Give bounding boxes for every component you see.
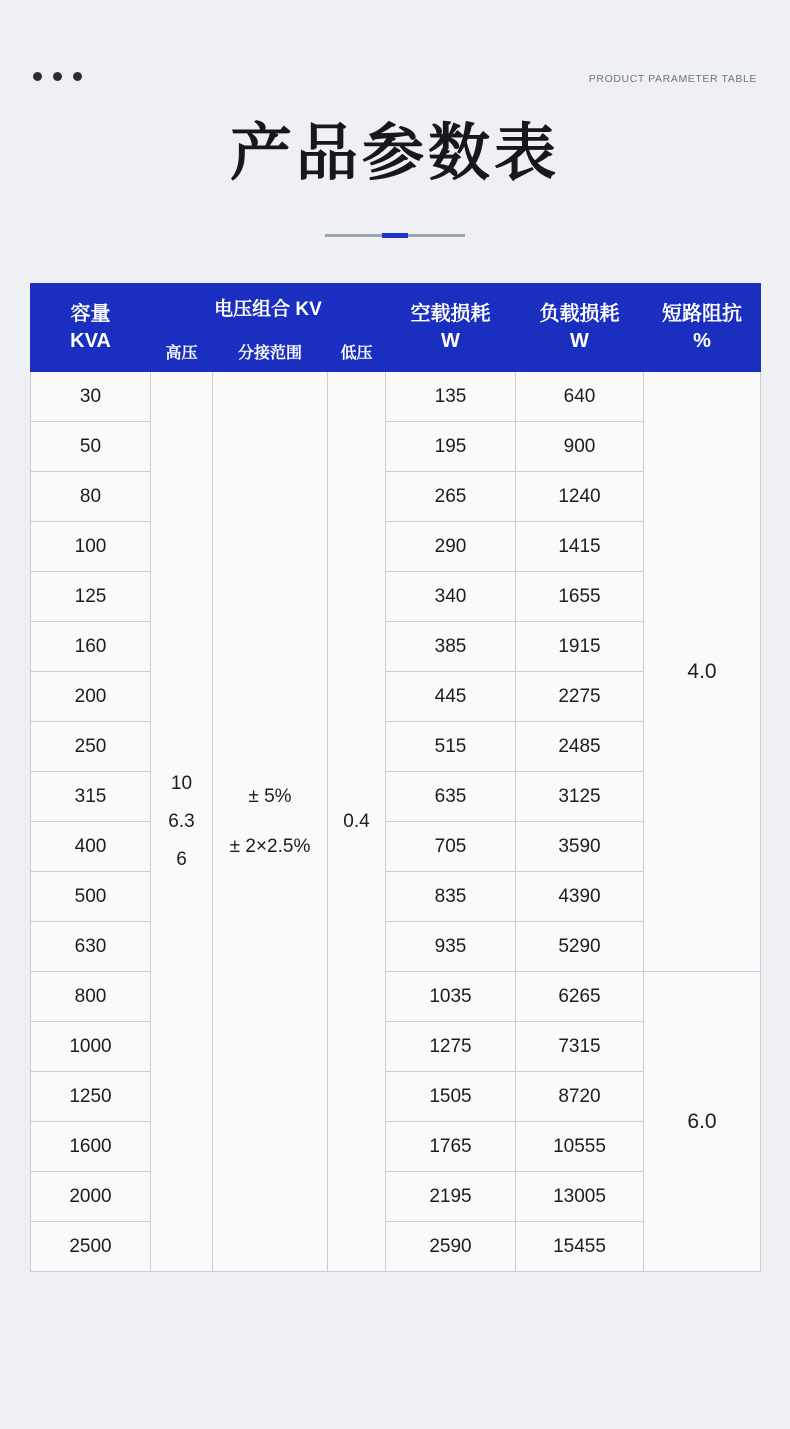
cell-load-loss: 5290 [516, 922, 644, 972]
impedance-line1: 短路阻抗 [662, 302, 742, 325]
cell-load-loss: 2485 [516, 722, 644, 772]
cell-capacity: 800 [31, 972, 151, 1022]
cell-capacity: 160 [31, 622, 151, 672]
tap-range-value: ± 2×2.5% [229, 835, 311, 857]
cell-capacity: 250 [31, 722, 151, 772]
cell-load-loss: 15455 [516, 1222, 644, 1272]
table-header-row-1 [31, 284, 761, 332]
col-header-low-voltage: 低压 [328, 332, 386, 372]
cell-capacity: 2500 [31, 1222, 151, 1272]
table-row [31, 972, 761, 1022]
cell-load-loss: 3125 [516, 772, 644, 822]
cell-load-loss: 6265 [516, 972, 644, 1022]
dot-icon [33, 72, 42, 81]
cell-no-load-loss: 340 [386, 572, 516, 622]
cell-no-load-loss: 265 [386, 472, 516, 522]
parameter-table-container [30, 283, 760, 1272]
capacity-label-line1: 容量 [70, 302, 111, 325]
cell-no-load-loss: 705 [386, 822, 516, 872]
cell-load-loss: 1655 [516, 572, 644, 622]
dots-decoration [33, 72, 82, 81]
no-load-loss-line2: W [441, 329, 460, 352]
cell-no-load-loss: 445 [386, 672, 516, 722]
cell-impedance-6: 6.0 [644, 972, 761, 1272]
cell-capacity: 400 [31, 822, 151, 872]
cell-load-loss: 1915 [516, 622, 644, 672]
cell-low-voltage: 0.4 [328, 372, 386, 1272]
cell-no-load-loss: 1505 [386, 1072, 516, 1122]
cell-tap-range [213, 372, 328, 1272]
col-header-load-loss [516, 284, 644, 372]
dot-icon [73, 72, 82, 81]
impedance-line2: % [693, 329, 711, 352]
cell-capacity: 100 [31, 522, 151, 572]
cell-capacity: 80 [31, 472, 151, 522]
col-header-capacity [31, 284, 151, 372]
col-header-impedance [644, 284, 761, 372]
table-body [31, 372, 761, 1272]
cell-load-loss: 8720 [516, 1072, 644, 1122]
load-loss-line2: W [570, 329, 589, 352]
cell-capacity: 500 [31, 872, 151, 922]
cell-no-load-loss: 935 [386, 922, 516, 972]
cell-load-loss: 13005 [516, 1172, 644, 1222]
cell-capacity: 1000 [31, 1022, 151, 1072]
tap-range-spacer [214, 816, 326, 828]
cell-no-load-loss: 1765 [386, 1122, 516, 1172]
cell-impedance-4: 4.0 [644, 372, 761, 972]
table-row [31, 372, 761, 422]
tap-range-value: ± 5% [248, 785, 292, 807]
cell-no-load-loss: 635 [386, 772, 516, 822]
page-header [0, 60, 790, 100]
col-header-tap-range: 分接范围 [213, 332, 328, 372]
dot-icon [53, 72, 62, 81]
cell-load-loss: 7315 [516, 1022, 644, 1072]
title-divider [325, 234, 465, 237]
cell-no-load-loss: 195 [386, 422, 516, 472]
col-header-voltage-group: 电压组合 KV [151, 284, 386, 332]
cell-no-load-loss: 290 [386, 522, 516, 572]
cell-load-loss: 3590 [516, 822, 644, 872]
cell-no-load-loss: 135 [386, 372, 516, 422]
cell-load-loss: 640 [516, 372, 644, 422]
table-head [31, 284, 761, 372]
cell-no-load-loss: 835 [386, 872, 516, 922]
cell-capacity: 630 [31, 922, 151, 972]
no-load-loss-line1: 空载损耗 [410, 302, 491, 325]
load-loss-line1: 负载损耗 [539, 302, 620, 325]
cell-capacity: 50 [31, 422, 151, 472]
cell-no-load-loss: 2195 [386, 1172, 516, 1222]
cell-capacity: 315 [31, 772, 151, 822]
cell-load-loss: 10555 [516, 1122, 644, 1172]
cell-load-loss: 2275 [516, 672, 644, 722]
cell-capacity: 1600 [31, 1122, 151, 1172]
col-header-high-voltage: 高压 [151, 332, 213, 372]
col-header-no-load-loss [386, 284, 516, 372]
cell-capacity: 2000 [31, 1172, 151, 1222]
parameter-table [30, 283, 761, 1272]
page-title: 产品参数表 [229, 119, 560, 188]
high-voltage-value: 6 [176, 848, 187, 870]
cell-load-loss: 1415 [516, 522, 644, 572]
cell-capacity: 1250 [31, 1072, 151, 1122]
high-voltage-value: 10 [170, 772, 193, 794]
cell-no-load-loss: 1275 [386, 1022, 516, 1072]
cell-load-loss: 1240 [516, 472, 644, 522]
high-voltage-value: 6.3 [168, 810, 195, 832]
cell-no-load-loss: 515 [386, 722, 516, 772]
cell-no-load-loss: 1035 [386, 972, 516, 1022]
cell-high-voltage [151, 372, 213, 1272]
cell-load-loss: 900 [516, 422, 644, 472]
cell-capacity: 200 [31, 672, 151, 722]
cell-no-load-loss: 2590 [386, 1222, 516, 1272]
cell-capacity: 125 [31, 572, 151, 622]
capacity-label-line2: KVA [70, 329, 111, 352]
header-eyebrow: PRODUCT PARAMETER TABLE [588, 73, 757, 85]
cell-capacity: 30 [31, 372, 151, 422]
cell-load-loss: 4390 [516, 872, 644, 922]
cell-no-load-loss: 385 [386, 622, 516, 672]
